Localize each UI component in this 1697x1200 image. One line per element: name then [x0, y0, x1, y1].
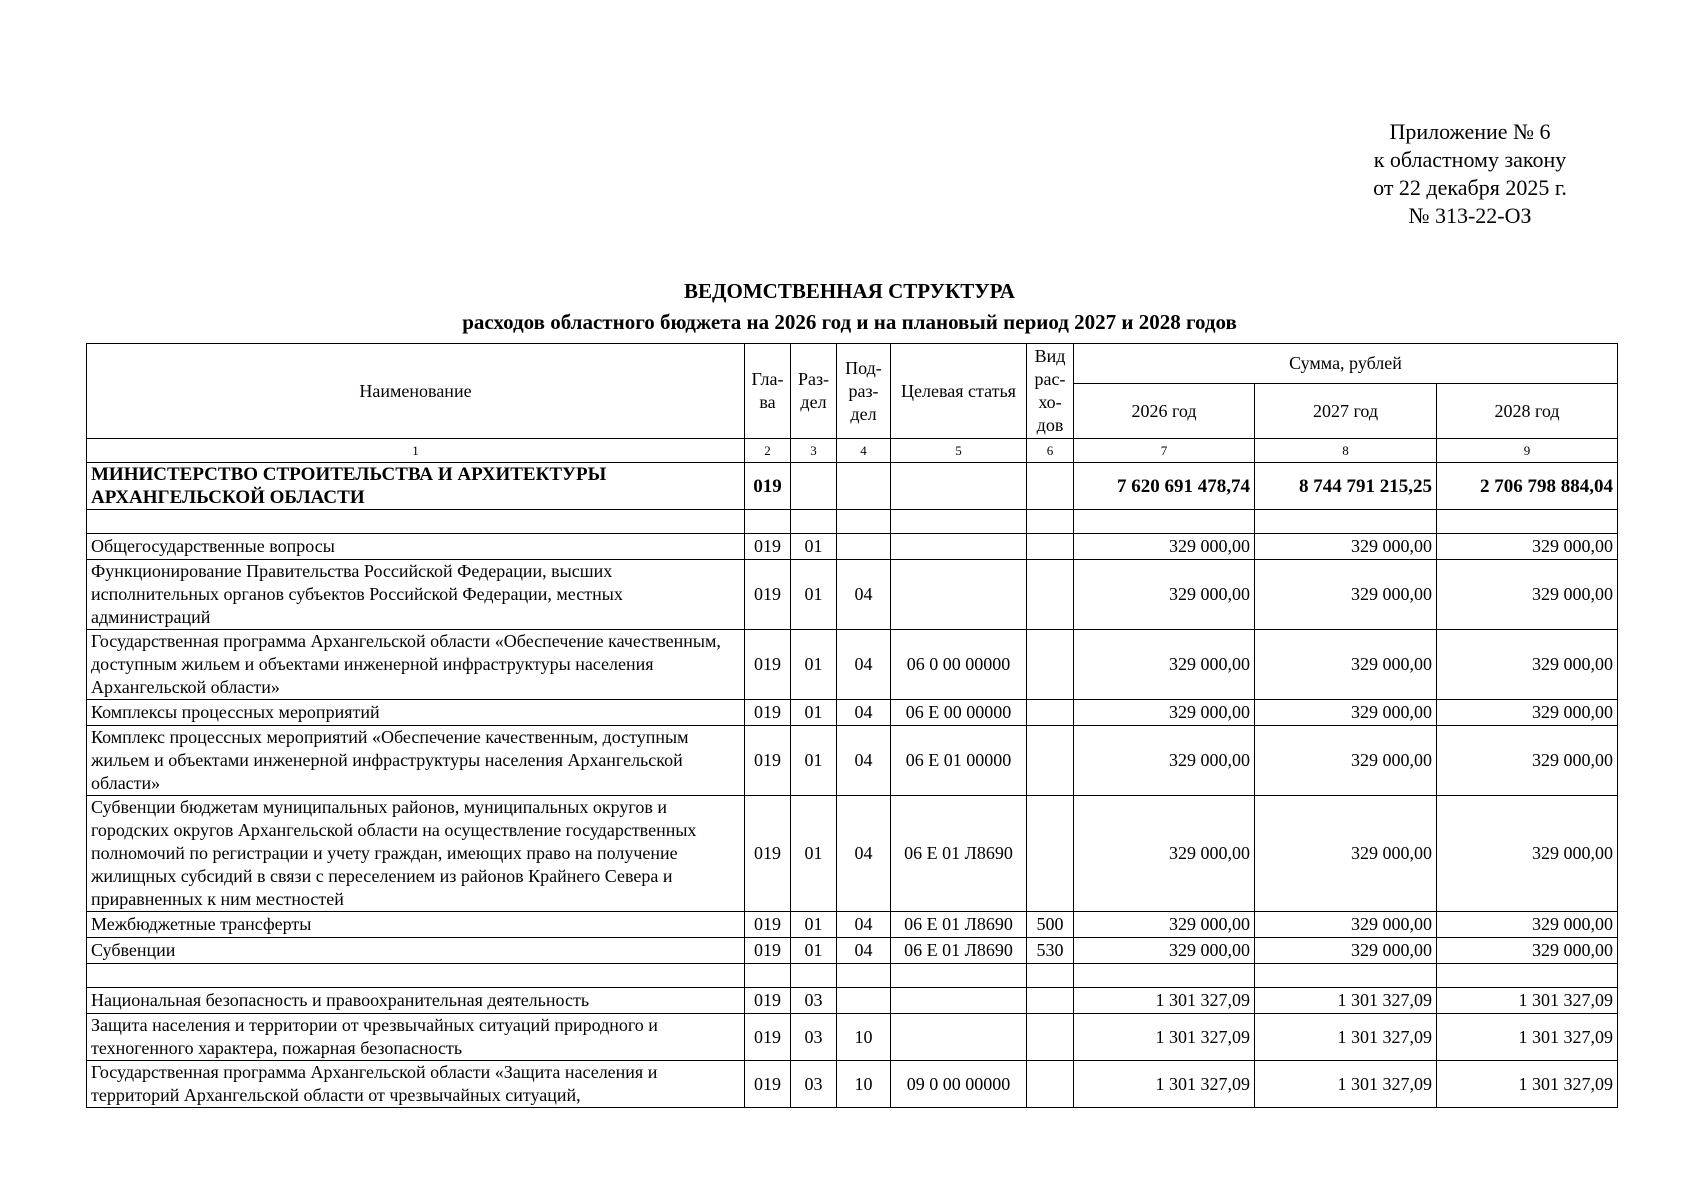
cell-razdel [791, 964, 837, 988]
cell-y2028: 329 000,00 [1437, 796, 1618, 912]
cell-vid [1027, 1061, 1074, 1108]
cell-y2028: 1 301 327,09 [1437, 988, 1618, 1014]
cell-name: МИНИСТЕРСТВО СТРОИТЕЛЬСТВА И АРХИТЕКТУРЫ АРХАНГЕЛЬСКОЙ ОБЛАСТИ [87, 463, 745, 510]
header-2026: 2026 год [1074, 384, 1255, 439]
cell-y2028: 2 706 798 884,04 [1437, 463, 1618, 510]
cell-glava: 019 [745, 1014, 791, 1061]
cell-name: Комплексы процессных мероприятий [87, 700, 745, 726]
cell-y2026: 1 301 327,09 [1074, 1014, 1255, 1061]
header-celevaya: Целевая статья [891, 344, 1027, 439]
cell-podrazdel: 04 [837, 938, 891, 964]
cell-y2026: 329 000,00 [1074, 938, 1255, 964]
cell-y2028: 329 000,00 [1437, 938, 1618, 964]
cell-podrazdel: 10 [837, 1061, 891, 1108]
cell-celevaya: 06 Е 00 00000 [891, 700, 1027, 726]
cell-razdel: 01 [791, 912, 837, 938]
cell-glava [745, 510, 791, 534]
title-line-2: расходов областного бюджета на 2026 год и на плановый период 2027 и 2028 годов [462, 310, 1237, 334]
cell-glava: 019 [745, 796, 791, 912]
cell-name: Субвенции [87, 938, 745, 964]
cell-razdel: 03 [791, 1061, 837, 1108]
cell-y2028: 329 000,00 [1437, 726, 1618, 796]
cell-y2028: 329 000,00 [1437, 560, 1618, 630]
header-razdel: Раз-дел [791, 344, 837, 439]
cell-celevaya [891, 534, 1027, 560]
cell-podrazdel [837, 510, 891, 534]
cell-y2026: 329 000,00 [1074, 726, 1255, 796]
column-number: 2 [745, 439, 791, 463]
cell-vid [1027, 964, 1074, 988]
cell-razdel: 01 [791, 630, 837, 700]
cell-glava [745, 964, 791, 988]
cell-y2027: 329 000,00 [1255, 560, 1437, 630]
cell-vid [1027, 534, 1074, 560]
cell-glava: 019 [745, 463, 791, 510]
cell-vid: 500 [1027, 912, 1074, 938]
cell-celevaya: 06 0 00 00000 [891, 630, 1027, 700]
title-line-1: ВЕДОМСТВЕННАЯ СТРУКТУРА [684, 279, 1015, 303]
cell-vid [1027, 796, 1074, 912]
cell-y2027: 1 301 327,09 [1255, 1014, 1437, 1061]
header-name: Наименование [87, 344, 745, 439]
cell-razdel: 03 [791, 988, 837, 1014]
cell-razdel: 01 [791, 560, 837, 630]
column-number: 4 [837, 439, 891, 463]
cell-name: Защита населения и территории от чрезвычайных ситуаций природного и техногенного характера, пожарная безопасность [87, 1014, 745, 1061]
column-number: 3 [791, 439, 837, 463]
column-number: 6 [1027, 439, 1074, 463]
cell-y2027: 329 000,00 [1255, 534, 1437, 560]
cell-vid [1027, 463, 1074, 510]
cell-razdel: 01 [791, 726, 837, 796]
cell-celevaya [891, 510, 1027, 534]
header-summa: Сумма, рублей [1074, 344, 1618, 384]
cell-glava: 019 [745, 534, 791, 560]
cell-vid [1027, 510, 1074, 534]
cell-name: Комплекс процессных мероприятий «Обеспечение качественным, доступным жильем и объектами инженерной инфраструктуры населения Архангельской области» [87, 726, 745, 796]
cell-y2026: 7 620 691 478,74 [1074, 463, 1255, 510]
cell-y2027 [1255, 510, 1437, 534]
cell-podrazdel: 04 [837, 700, 891, 726]
cell-vid [1027, 988, 1074, 1014]
cell-y2028: 1 301 327,09 [1437, 1014, 1618, 1061]
cell-celevaya [891, 463, 1027, 510]
cell-razdel: 01 [791, 534, 837, 560]
cell-celevaya [891, 988, 1027, 1014]
cell-y2026 [1074, 964, 1255, 988]
cell-y2028: 1 301 327,09 [1437, 1061, 1618, 1108]
cell-y2026: 1 301 327,09 [1074, 1061, 1255, 1108]
cell-podrazdel: 04 [837, 912, 891, 938]
cell-podrazdel [837, 463, 891, 510]
cell-name [87, 964, 745, 988]
column-number: 5 [891, 439, 1027, 463]
cell-y2026: 329 000,00 [1074, 700, 1255, 726]
cell-vid [1027, 700, 1074, 726]
cell-podrazdel [837, 964, 891, 988]
column-number: 7 [1074, 439, 1255, 463]
cell-vid: 530 [1027, 938, 1074, 964]
cell-glava: 019 [745, 988, 791, 1014]
appendix-date: от 22 декабря 2025 г. [1373, 175, 1567, 200]
cell-y2026: 329 000,00 [1074, 560, 1255, 630]
cell-vid [1027, 560, 1074, 630]
cell-y2027 [1255, 964, 1437, 988]
column-numbers-row [87, 439, 1618, 463]
header-2028: 2028 год [1437, 384, 1618, 439]
appendix-law-number: № 313-22-ОЗ [1408, 203, 1532, 228]
cell-vid [1027, 726, 1074, 796]
column-number: 1 [87, 439, 745, 463]
cell-celevaya: 09 0 00 00000 [891, 1061, 1027, 1108]
cell-y2027: 1 301 327,09 [1255, 1061, 1437, 1108]
table-row [87, 796, 1618, 912]
table-row [87, 1061, 1618, 1108]
header-glava: Гла-ва [745, 344, 791, 439]
appendix-law: к областному закону [1373, 147, 1567, 172]
cell-celevaya [891, 560, 1027, 630]
cell-y2026: 1 301 327,09 [1074, 988, 1255, 1014]
cell-name: Государственная программа Архангельской области «Обеспечение качественным, доступным жильем и объектами инженерной инфраструктуры населения Архангельской области» [87, 630, 745, 700]
cell-razdel: 03 [791, 1014, 837, 1061]
cell-glava: 019 [745, 726, 791, 796]
cell-y2028: 329 000,00 [1437, 700, 1618, 726]
cell-vid [1027, 1014, 1074, 1061]
cell-name: Общегосударственные вопросы [87, 534, 745, 560]
column-number: 9 [1437, 439, 1618, 463]
cell-razdel [791, 510, 837, 534]
cell-podrazdel: 04 [837, 726, 891, 796]
cell-y2027: 329 000,00 [1255, 938, 1437, 964]
cell-glava: 019 [745, 560, 791, 630]
cell-y2026: 329 000,00 [1074, 630, 1255, 700]
table-row [87, 700, 1618, 726]
cell-y2028: 329 000,00 [1437, 912, 1618, 938]
cell-y2028: 329 000,00 [1437, 630, 1618, 700]
budget-table [86, 343, 1618, 1108]
cell-name: Межбюджетные трансферты [87, 912, 745, 938]
cell-y2028 [1437, 510, 1618, 534]
cell-celevaya: 06 Е 01 Л8690 [891, 938, 1027, 964]
header-2027: 2027 год [1255, 384, 1437, 439]
cell-y2027: 329 000,00 [1255, 726, 1437, 796]
cell-name: Национальная безопасность и правоохранительная деятельность [87, 988, 745, 1014]
table-row [87, 630, 1618, 700]
cell-vid [1027, 630, 1074, 700]
table-row [87, 912, 1618, 938]
cell-podrazdel: 04 [837, 560, 891, 630]
appendix-block [1300, 118, 1640, 230]
cell-glava: 019 [745, 630, 791, 700]
table-row [87, 938, 1618, 964]
table-row [87, 463, 1618, 510]
cell-name: Государственная программа Архангельской области «Защита населения и территорий Архангельской области от чрезвычайных ситуаций, [87, 1061, 745, 1108]
cell-y2026 [1074, 510, 1255, 534]
cell-y2028: 329 000,00 [1437, 534, 1618, 560]
table-row [87, 964, 1618, 988]
cell-razdel: 01 [791, 938, 837, 964]
cell-glava: 019 [745, 912, 791, 938]
table-row [87, 534, 1618, 560]
appendix-number: Приложение № 6 [1389, 119, 1551, 144]
cell-celevaya [891, 1014, 1027, 1061]
header-row-1 [87, 344, 1618, 384]
cell-podrazdel: 04 [837, 796, 891, 912]
cell-podrazdel: 04 [837, 630, 891, 700]
cell-razdel [791, 463, 837, 510]
table-row [87, 988, 1618, 1014]
cell-glava: 019 [745, 700, 791, 726]
cell-podrazdel [837, 534, 891, 560]
cell-y2026: 329 000,00 [1074, 796, 1255, 912]
cell-y2027: 329 000,00 [1255, 630, 1437, 700]
table-row [87, 560, 1618, 630]
cell-y2026: 329 000,00 [1074, 912, 1255, 938]
cell-celevaya [891, 964, 1027, 988]
cell-podrazdel [837, 988, 891, 1014]
cell-name [87, 510, 745, 534]
cell-name: Функционирование Правительства Российской Федерации, высших исполнительных органов субъектов Российской Федерации, местных администраций [87, 560, 745, 630]
table-row [87, 510, 1618, 534]
cell-celevaya: 06 Е 01 Л8690 [891, 912, 1027, 938]
cell-celevaya: 06 Е 01 Л8690 [891, 796, 1027, 912]
cell-y2027: 8 744 791 215,25 [1255, 463, 1437, 510]
cell-razdel: 01 [791, 700, 837, 726]
cell-podrazdel: 10 [837, 1014, 891, 1061]
cell-y2027: 329 000,00 [1255, 700, 1437, 726]
column-number: 8 [1255, 439, 1437, 463]
table-row [87, 726, 1618, 796]
cell-glava: 019 [745, 938, 791, 964]
cell-celevaya: 06 Е 01 00000 [891, 726, 1027, 796]
cell-y2027: 329 000,00 [1255, 912, 1437, 938]
header-vid: Вид рас-хо-дов [1027, 344, 1074, 439]
cell-razdel: 01 [791, 796, 837, 912]
cell-glava: 019 [745, 1061, 791, 1108]
cell-y2028 [1437, 964, 1618, 988]
cell-y2027: 1 301 327,09 [1255, 988, 1437, 1014]
header-podrazdel: Под-раз-дел [837, 344, 891, 439]
cell-name: Субвенции бюджетам муниципальных районов, муниципальных округов и городских округов Архангельской области на осуществление государственных полномочий по регистрации и учету граждан, имеющих право на получение жилищных субсидий в связи с переселением из районов Крайнего Севера и приравненных к ним местностей [87, 796, 745, 912]
table-row [87, 1014, 1618, 1061]
cell-y2027: 329 000,00 [1255, 796, 1437, 912]
cell-y2026: 329 000,00 [1074, 534, 1255, 560]
document-title [86, 276, 1613, 338]
